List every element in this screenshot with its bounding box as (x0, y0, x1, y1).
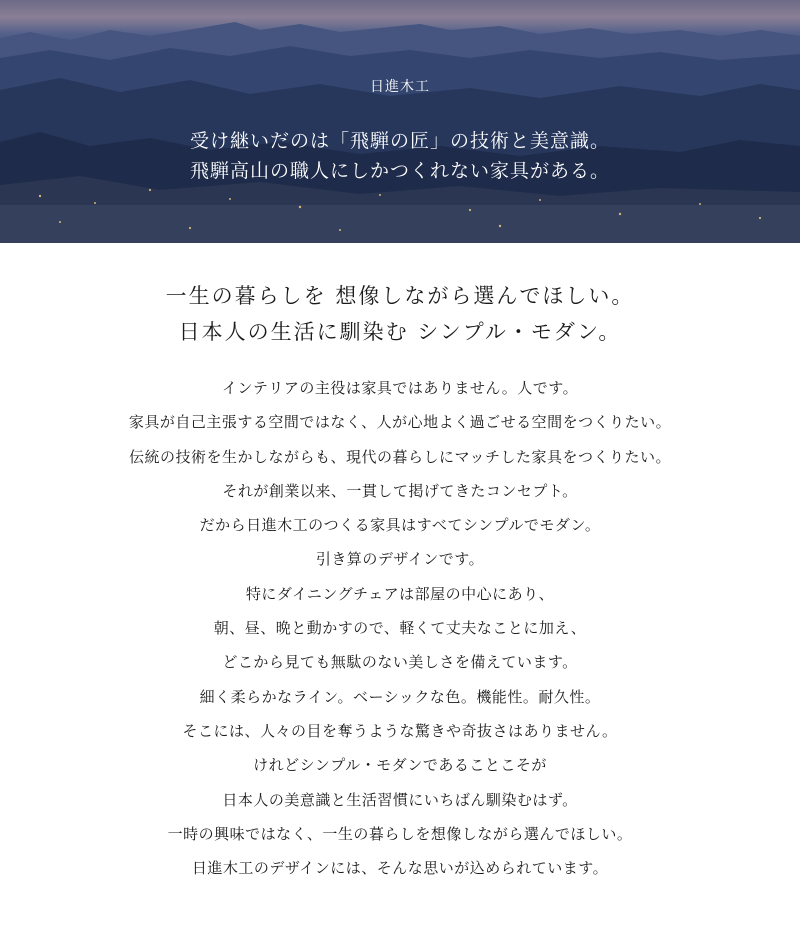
body-line: インテリアの主役は家具ではありません。人です。 (221, 379, 579, 397)
body-line: どこから見ても無駄のない美しさを備えています。 (222, 653, 578, 672)
body-line: 引き算のデザインです。 (315, 550, 485, 569)
hero-lead-line: 飛騨高山の職人にしかつくれない家具がある。 (189, 160, 610, 182)
body-line: それが創業以来、一貫して掲げてきたコンセプト。 (222, 481, 578, 500)
body-line: 日本人の美意識と生活習慣にいちばん馴染むはず。 (222, 790, 578, 809)
body-line: 伝統の技術を生かしながらも、現代の暮らしにマッチした家具をつくりたい。 (129, 447, 671, 466)
body-line: 特にダイニングチェアは部屋の中心にあり、 (245, 584, 555, 603)
body-text (0, 371, 800, 885)
body-line: 細く柔らかなライン。ベーシックな色。機能性。耐久性。 (199, 687, 601, 706)
hero-lead-line: 受け継いだのは「飛騨の匠」の技術と美意識。 (189, 130, 610, 152)
body-line: 家具が自己主張する空間ではなく、人が心地よく過ごせる空間をつくりたい。 (128, 413, 672, 432)
hero-lead (0, 126, 800, 186)
mountain-town-image (0, 0, 800, 243)
brand-name: 日進木工 (370, 79, 430, 95)
body-line: そこには、人々の目を奪うような驚きや奇抜さはありません。 (182, 721, 618, 740)
body-line: だから日進木工のつくる家具はすべてシンプルでモダン。 (199, 516, 601, 535)
body-line: 日進木工のデザインには、そんな思いが込められています。 (191, 859, 609, 878)
body-line: 朝、昼、晩と動かすので、軽くて丈夫なことに加え、 (213, 619, 587, 638)
headline-line: 日本人の生活に馴染む シンプル・モダン。 (178, 320, 622, 344)
body-line: 一時の興味ではなく、一生の暮らしを想像しながら選んでほしい。 (167, 824, 633, 843)
hero-banner (0, 0, 800, 243)
headline (0, 278, 800, 350)
headline-line: 一生の暮らしを 想像しながら選んでほしい。 (165, 284, 635, 308)
body-line: けれどシンプル・モダンであることこそが (253, 756, 547, 775)
